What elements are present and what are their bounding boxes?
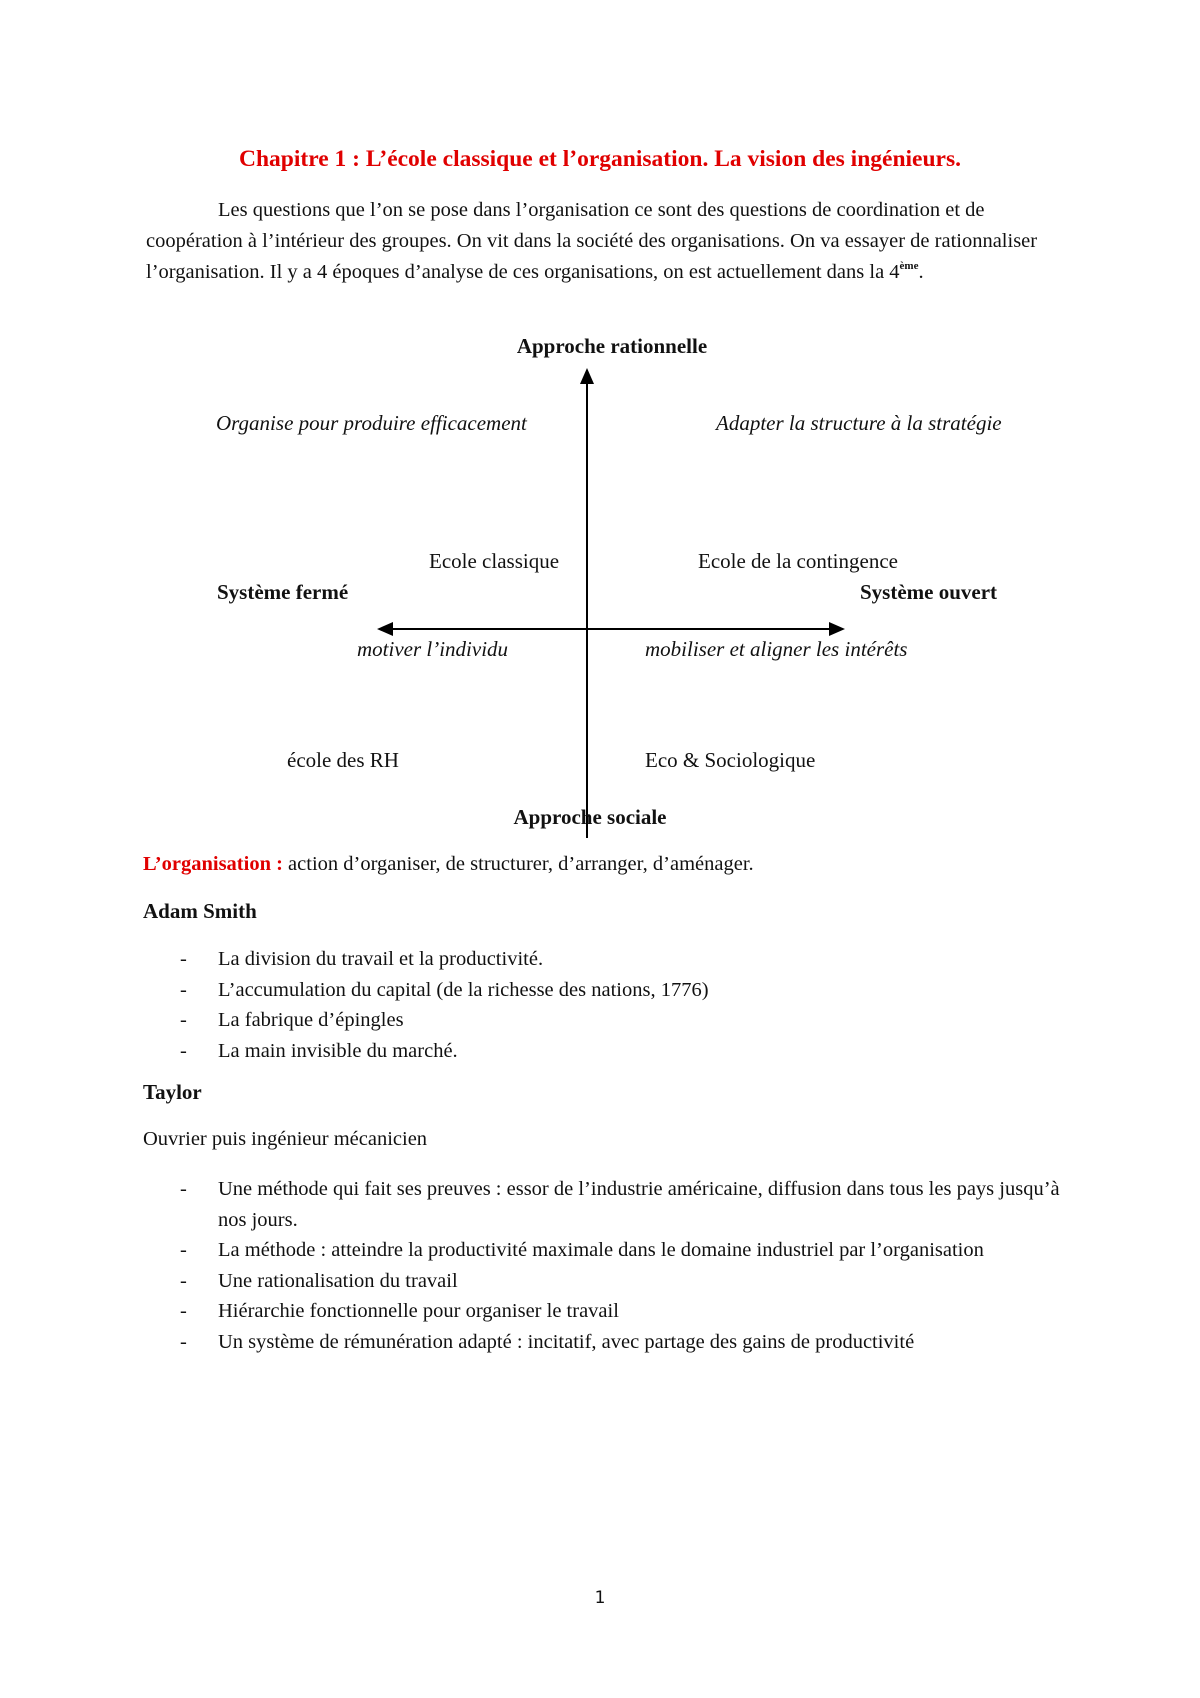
adam-smith-list xyxy=(180,944,1080,1066)
socio-goal-label: mobiliser et aligner les intérêts xyxy=(645,637,908,661)
definition-text: action d’organiser, de structurer, d’arranger, d’aménager. xyxy=(282,853,754,875)
list-item: - Une rationalisation du travail xyxy=(180,1266,1060,1297)
taylor-heading: Taylor xyxy=(143,1080,202,1104)
list-item: - La main invisible du marché. xyxy=(180,1036,1080,1067)
list-item: - Hiérarchie fonctionnelle pour organiser le travail xyxy=(180,1296,1060,1327)
list-item: - Une méthode qui fait ses preuves : essor de l’industrie américaine, diffusion dans tous les pays jusqu’à nos jours. xyxy=(180,1174,1060,1235)
list-item: - L’accumulation du capital (de la richesse des nations, 1776) xyxy=(180,975,1080,1006)
contingency-goal-label: Adapter la structure à la stratégie xyxy=(716,411,1002,435)
contingency-school-label: Ecole de la contingence xyxy=(698,549,898,573)
organisation-definition xyxy=(143,853,754,876)
taylor-subtitle: Ouvrier puis ingénieur mécanicien xyxy=(143,1128,428,1150)
list-item: - La méthode : atteindre la productivité maximale dans le domaine industriel par l’organisation xyxy=(180,1235,1060,1266)
socio-school-label: Eco & Sociologique xyxy=(645,748,816,772)
horizontal-axis-right-arrowhead xyxy=(829,622,845,636)
page-number: 1 xyxy=(594,1588,606,1608)
adam-smith-heading: Adam Smith xyxy=(143,899,257,923)
classic-goal-label: Organise pour produire efficacement xyxy=(216,411,527,435)
intro-end: . xyxy=(918,261,924,283)
intro-text: Les questions que l’on se pose dans l’organisation ce sont des questions de coordination et de coopération à l’intérieur des groupes. On vit dans la société des organisations. On va essayer de rationnaliser l’organisation. Il y a 4 époques d’analyse de ces organisations, on est actuellement dans la 4 xyxy=(146,199,1038,283)
approach-rational-label: Approche rationnelle xyxy=(516,334,708,358)
hr-school-label: école des RH xyxy=(287,748,399,772)
list-item: - La fabrique d’épingles xyxy=(180,1005,1080,1036)
list-item: - Un système de rémunération adapté : incitatif, avec partage des gains de productivité xyxy=(180,1327,1060,1358)
open-system-label: Système ouvert xyxy=(860,580,998,604)
horizontal-axis-left-arrowhead xyxy=(377,622,393,636)
closed-system-label: Système fermé xyxy=(217,580,349,604)
chapter-title: Chapitre 1 : L’école classique et l’organisation. La vision des ingénieurs. xyxy=(239,146,961,172)
vertical-axis-arrowhead xyxy=(580,368,594,384)
list-item: - La division du travail et la productivité. xyxy=(180,944,1080,975)
definition-term: L’organisation : xyxy=(143,853,283,875)
classic-school-label: Ecole classique xyxy=(429,549,560,573)
taylor-list xyxy=(180,1174,1060,1357)
hr-goal-label: motiver l’individu xyxy=(357,637,509,661)
intro-superscript: ème xyxy=(899,260,919,272)
approach-social-label: Approche sociale xyxy=(513,805,667,829)
